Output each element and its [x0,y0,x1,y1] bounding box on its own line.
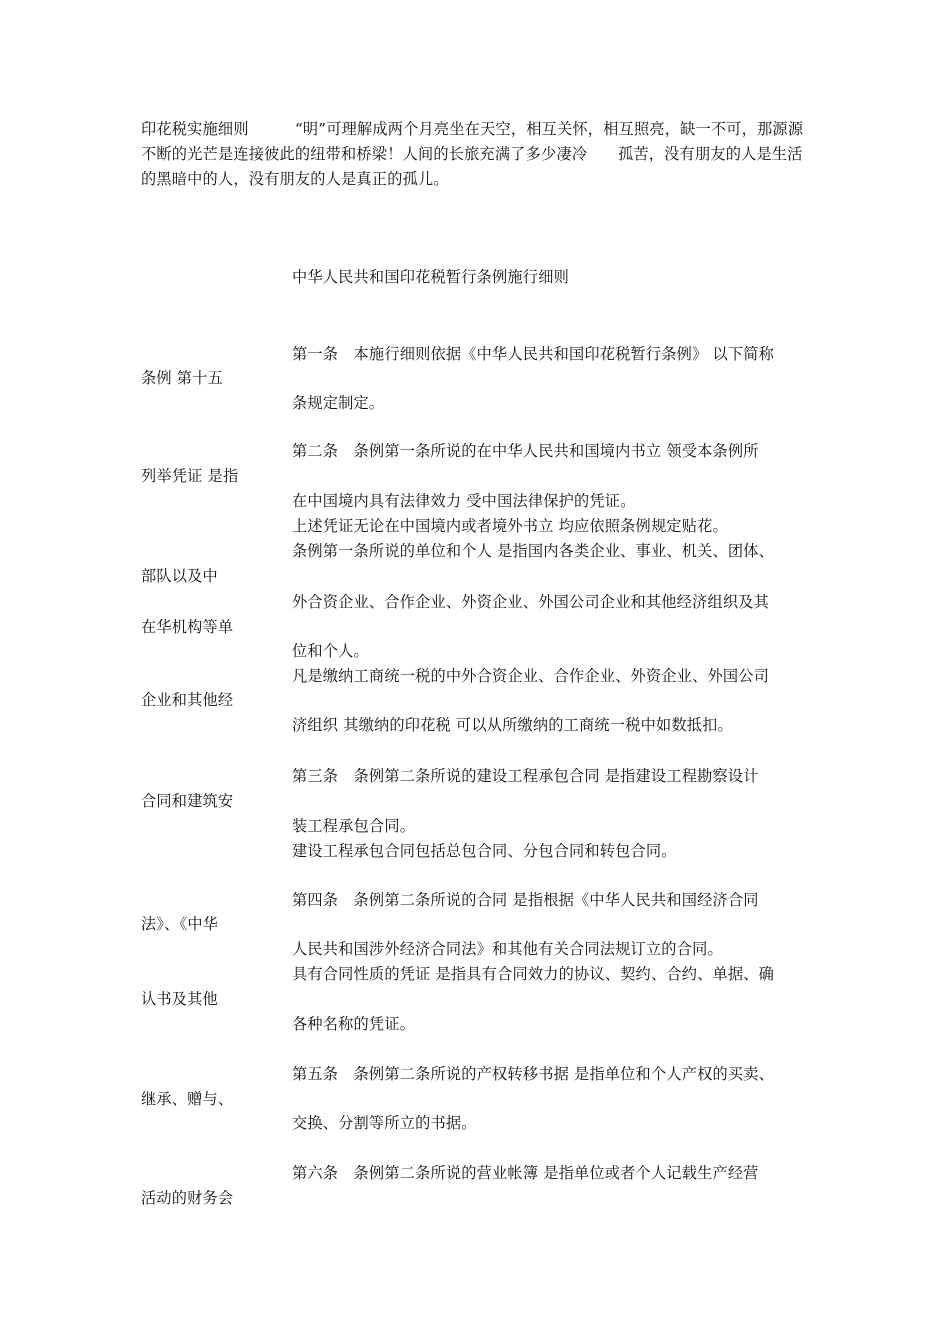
body-line: 具有合同性质的凭证 是指具有合同效力的协议、契约、合约、单据、确 [292,965,775,983]
body-line: 装工程承包合同。 [292,817,416,835]
margin-line: 认书及其他 [141,990,218,1008]
body-line: 外合资企业、合作企业、外资企业、外国公司企业和其他经济组织及其 [292,593,770,611]
body-line: 在中国境内具有法律效力 受中国法律保护的凭证。 [292,492,636,510]
body-line: 第三条 条例第二条所说的建设工程承包合同 是指建设工程勘察设计 [292,767,759,785]
intro-paragraph: 印花税实施细则 “明”可理解成两个月亮坐在天空，相互关怀，相互照亮，缺一不可，那源源不断的光芒是连接彼此的纽带和桥梁！人间的长旅充满了多少凄冷 孤苦，没有朋友的人是生活的黑暗中的人，没有朋友的人是真正的孤儿。 [141,120,804,188]
body-line: 建设工程承包合同包括总包合同、分包合同和转包合同。 [292,842,677,860]
body-line: 条例第一条所说的单位和个人 是指国内各类企业、事业、机关、团体、 [292,542,775,560]
body-line: 第四条 条例第二条所说的合同 是指根据《中华人民共和国经济合同 [292,891,759,909]
margin-line: 在华机构等单 [141,618,234,636]
body-line: 上述凭证无论在中国境内或者境外书立 均应依照条例规定贴花。 [292,517,728,535]
body-line: 交换、分割等所立的书据。 [292,1114,477,1132]
body-line: 第六条 条例第二条所说的营业帐簿 是指单位或者个人记载生产经营 [292,1164,759,1182]
margin-line: 部队以及中 [141,567,218,585]
document-title: 中华人民共和国印花税暂行条例施行细则 [292,268,569,286]
margin-line: 列举凭证 是指 [141,467,239,485]
body-line: 条规定制定。 [292,394,385,412]
body-line: 凡是缴纳工商统一税的中外合资企业、合作企业、外资企业、外国公司 [292,667,770,685]
body-line: 人民共和国涉外经济合同法》和其他有关合同法规订立的合同。 [292,940,723,958]
body-line: 第五条 条例第二条所说的产权转移书据 是指单位和个人产权的买卖、 [292,1065,775,1083]
body-line: 济组织 其缴纳的印花税 可以从所缴纳的工商统一税中如数抵扣。 [292,716,733,734]
margin-line: 合同和建筑安 [141,792,234,810]
body-line: 位和个人。 [292,642,369,660]
margin-line: 活动的财务会 [141,1189,234,1207]
margin-line: 法》、《中华 [141,915,219,933]
body-line: 第二条 条例第一条所说的在中华人民共和国境内书立 领受本条例所 [292,442,759,460]
margin-line: 继承、赠与、 [141,1090,234,1108]
margin-line: 企业和其他经 [141,691,234,709]
body-line: 各种名称的凭证。 [292,1015,416,1033]
margin-line: 条例 第十五 [141,369,223,387]
body-line: 第一条 本施行细则依据《中华人民共和国印花税暂行条例》 以下简称 [292,345,775,363]
